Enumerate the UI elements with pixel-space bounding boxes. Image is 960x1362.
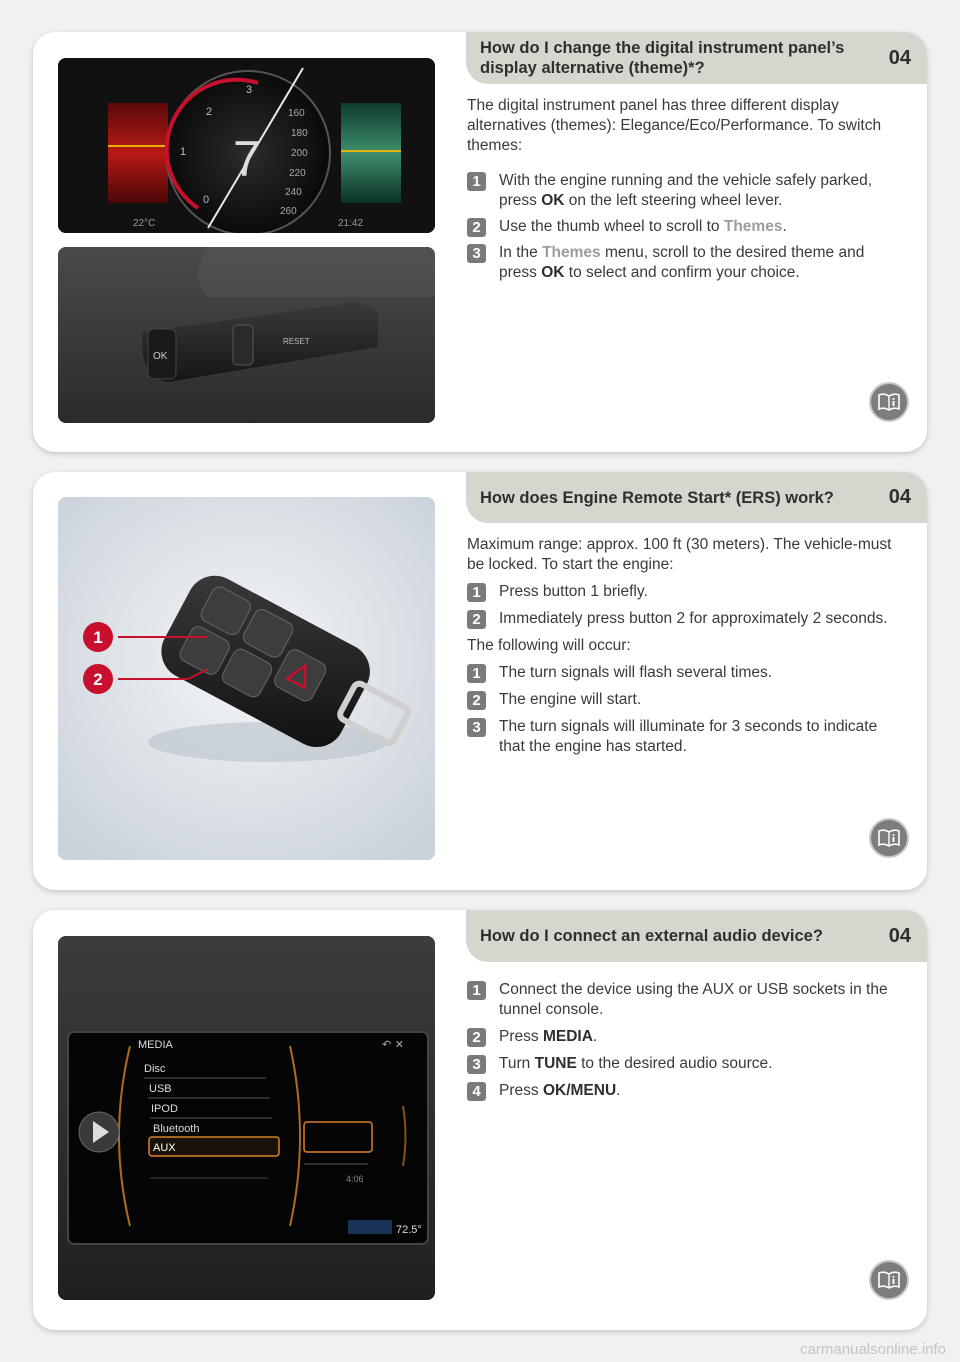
lever-reset-label: RESET bbox=[283, 337, 310, 346]
themes-instructions bbox=[467, 96, 899, 283]
audio-step-4: 4 Press OK/MENU. bbox=[467, 1081, 899, 1101]
svg-text:3: 3 bbox=[246, 84, 253, 96]
svg-text:240: 240 bbox=[285, 187, 302, 198]
audio-instructions bbox=[467, 980, 899, 1101]
instrument-panel-image bbox=[58, 58, 435, 233]
themes-step-2: 2 Use the thumb wheel to scroll to Themes. bbox=[467, 217, 899, 237]
temp-readout: 22°C bbox=[133, 218, 156, 229]
svg-text:2: 2 bbox=[206, 106, 213, 118]
lever-ok-label: OK bbox=[153, 351, 168, 362]
clock-readout: 21:42 bbox=[338, 218, 364, 229]
media-item-aux: AUX bbox=[153, 1142, 176, 1154]
steering-lever-image bbox=[58, 247, 435, 423]
svg-text:160: 160 bbox=[288, 108, 305, 119]
ers-intro: Maximum range: approx. 100 ft (30 meters). The vehicle-must be locked. To start the engine: bbox=[467, 536, 892, 573]
card-audio-device bbox=[33, 910, 927, 1330]
themes-step-3: 3 In the Themes menu, scroll to the desired theme and press OK to select and confirm your choice. bbox=[467, 243, 899, 283]
screen-clock: 4:06 bbox=[346, 1174, 364, 1184]
footer-watermark[interactable]: carmanualsonline.info bbox=[800, 1341, 946, 1358]
ers-result-1: 1 The turn signals will flash several times. bbox=[467, 663, 899, 683]
section-number: 04 bbox=[888, 924, 911, 947]
key-fob-image bbox=[58, 497, 435, 860]
section-number: 04 bbox=[888, 46, 911, 69]
svg-text:2: 2 bbox=[93, 670, 103, 689]
ers-instructions bbox=[467, 535, 899, 757]
section-number: 04 bbox=[888, 486, 911, 508]
svg-text:1: 1 bbox=[180, 146, 187, 158]
section-title: How does Engine Remote Start* (ERS) work? bbox=[480, 488, 834, 507]
ers-step-1: 1 Press button 1 briefly. bbox=[467, 582, 899, 602]
media-item-usb: USB bbox=[149, 1083, 172, 1095]
media-menu-title: MEDIA bbox=[138, 1039, 173, 1051]
svg-text:↶ ✕: ↶ ✕ bbox=[382, 1038, 404, 1051]
section-header bbox=[466, 472, 927, 523]
themes-intro: The digital instrument panel has three different display alternatives (themes): Elegance/Eco/Performance. To switch themes: bbox=[467, 97, 882, 154]
card-remote-start bbox=[33, 472, 927, 890]
ers-following: The following will occur: bbox=[467, 637, 631, 654]
section-title: How do I change the digital instrument panel’s display alternative (theme)*? bbox=[480, 39, 845, 77]
manual-book-icon[interactable] bbox=[869, 382, 909, 422]
ers-step-2: 2 Immediately press button 2 for approximately 2 seconds. bbox=[467, 609, 899, 629]
card-themes bbox=[33, 32, 927, 452]
screen-temp: 72.5° bbox=[396, 1224, 422, 1236]
media-screen-image bbox=[58, 936, 435, 1300]
themes-step-1: 1 With the engine running and the vehicle safely parked, press OK on the left steering wheel lever. bbox=[467, 171, 899, 211]
svg-text:0: 0 bbox=[203, 194, 210, 206]
manual-book-icon[interactable] bbox=[869, 818, 909, 858]
svg-text:180: 180 bbox=[291, 128, 308, 139]
svg-text:220: 220 bbox=[289, 168, 306, 179]
ers-result-2: 2 The engine will start. bbox=[467, 690, 899, 710]
audio-step-2: 2 Press MEDIA. bbox=[467, 1027, 899, 1047]
svg-text:200: 200 bbox=[291, 148, 308, 159]
ers-result-3: 3 The turn signals will illuminate for 3 seconds to indicate that the engine has started. bbox=[467, 717, 899, 757]
svg-text:1: 1 bbox=[93, 628, 103, 647]
media-item-ipod: IPOD bbox=[151, 1103, 178, 1115]
media-item-disc: Disc bbox=[144, 1063, 166, 1075]
svg-text:260: 260 bbox=[280, 206, 297, 217]
section-header bbox=[466, 910, 927, 962]
section-title: How do I connect an external audio device? bbox=[480, 927, 823, 945]
manual-book-icon[interactable] bbox=[869, 1260, 909, 1300]
gear-indicator: 7 bbox=[233, 131, 261, 187]
audio-step-1: 1 Connect the device using the AUX or USB sockets in the tunnel console. bbox=[467, 980, 899, 1020]
section-header bbox=[466, 32, 927, 84]
media-item-bluetooth: Bluetooth bbox=[153, 1123, 200, 1135]
audio-step-3: 3 Turn TUNE to the desired audio source. bbox=[467, 1054, 899, 1074]
